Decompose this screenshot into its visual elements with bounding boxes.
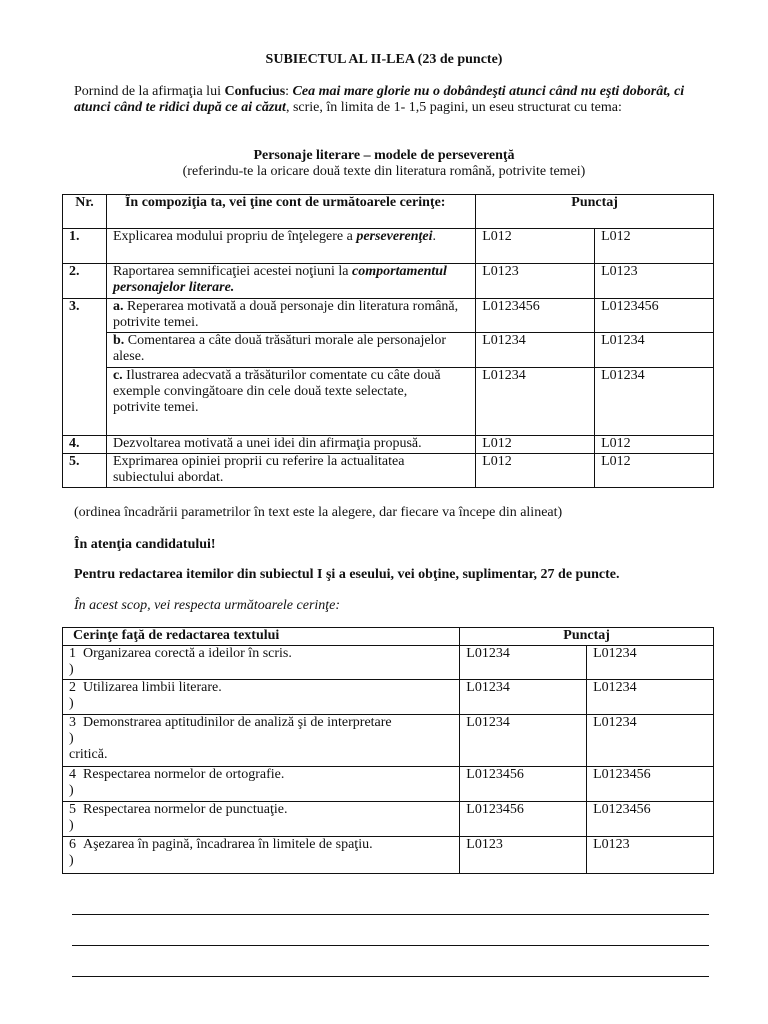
col-requirement-header: În compoziţia ta, vei ţine cont de următoarele cerinţe: (106, 195, 475, 229)
table-row (63, 368, 714, 436)
row-number: 2 (69, 680, 76, 695)
table-row (63, 333, 714, 368)
requirement-text: Ilustrarea adecvată a trăsăturilor comentate cu câte două exemple convingătoare din cele două texte selectate, (112, 368, 441, 399)
subitem-label: b. (112, 333, 125, 348)
row-paren: ) (69, 696, 74, 711)
score-cell: L01234 (587, 646, 714, 680)
table-header-row (63, 195, 714, 229)
row-number: 3 (69, 715, 76, 730)
row-number: 1 (69, 646, 76, 661)
table-row (63, 802, 714, 837)
requirement-emphasis: perseverenţei (356, 229, 433, 244)
score-cell: L012 (476, 229, 595, 264)
essay-requirements-table (62, 194, 714, 488)
row-requirement (63, 802, 460, 837)
row-number: 1. (63, 229, 107, 264)
row-paren: ) (69, 853, 74, 868)
order-note: (ordinea încadrării parametrilor în text este la alegere, dar fiecare va începe din alineat) (74, 505, 563, 520)
row-requirement (63, 680, 460, 715)
table-row (63, 454, 714, 488)
requirement-text: Reperarea motivată a două personaje din literatura română, potrivite temei. (112, 299, 459, 330)
score-cell: L012 (476, 454, 595, 488)
score-cell: L01234 (460, 715, 587, 767)
row-paren: ) (69, 783, 74, 798)
row-requirement (106, 333, 475, 368)
score-cell: L0123 (476, 264, 595, 299)
requirement-text: Raportarea semnificaţiei acestei noţiuni la (112, 264, 353, 279)
answer-line (72, 914, 709, 915)
score-cell: L01234 (476, 368, 595, 436)
requirement-text: Respectarea normelor de punctuaţie. (83, 802, 288, 817)
requirement-tail: . (432, 229, 437, 244)
answer-line (72, 945, 709, 946)
score-cell: L012 (595, 436, 714, 454)
score-cell: L01234 (587, 680, 714, 715)
score-cell: L01234 (595, 368, 714, 436)
intro-quote: Cea mai mare glorie nu o dobândeşti atunci când nu eşti doborât, ci atunci când te ridici după ce ai căzut (74, 84, 685, 115)
table-header-row (63, 628, 714, 646)
score-cell: L0123456 (460, 802, 587, 837)
subitem-label: c. (112, 368, 123, 383)
score-cell: L012 (595, 454, 714, 488)
row-requirement (63, 767, 460, 802)
score-cell: L01234 (587, 715, 714, 767)
table-row (63, 767, 714, 802)
requirement-text: Utilizarea limbii literare. (83, 680, 222, 695)
row-number: 4 (69, 767, 76, 782)
requirement-text: Comentarea a câte două trăsături morale ale personajelor alese. (112, 333, 447, 364)
score-cell: L0123456 (460, 767, 587, 802)
requirement-emphasis: comportamentul personajelor literare. (112, 264, 447, 295)
score-cell: L01234 (460, 646, 587, 680)
score-cell: L0123456 (587, 802, 714, 837)
intro-suffix: , scrie, în limita de 1- 1,5 pagini, un eseu structurat cu tema: (285, 100, 622, 115)
table-row (63, 715, 714, 767)
table-row (63, 229, 714, 264)
row-requirement (106, 299, 475, 333)
requirement-text: Aşezarea în pagină, încadrarea în limitele de spaţiu. (83, 837, 373, 852)
table-row (63, 837, 714, 874)
row-requirement (63, 837, 460, 874)
row-number: 2. (63, 264, 107, 299)
score-cell: L012 (595, 229, 714, 264)
row-paren: ) (69, 662, 74, 677)
answer-line (72, 976, 709, 977)
requirement-text-cont: potrivite temei. (112, 400, 199, 415)
writing-requirements-table (62, 627, 714, 874)
score-cell: L012 (476, 436, 595, 454)
row-number: 5. (63, 454, 107, 488)
requirement-text: Respectarea normelor de ortografie. (83, 767, 285, 782)
col-requirement-header: Cerinţe faţă de redactarea textului (63, 628, 460, 646)
table-row (63, 299, 714, 333)
score-cell: L0123 (595, 264, 714, 299)
requirement-text: Demonstrarea aptitudinilor de analiză şi de interpretare (83, 715, 392, 730)
attention-heading: În atenţia candidatului! (74, 537, 216, 552)
score-cell: L0123 (587, 837, 714, 874)
row-number: 4. (63, 436, 107, 454)
score-cell: L0123 (460, 837, 587, 874)
essay-theme-title: Personaje literare – modele de perseverenţă (253, 148, 515, 163)
score-cell: L0123456 (587, 767, 714, 802)
requirement-text: Explicarea modului propriu de înţelegere a (112, 229, 357, 244)
table-row (63, 680, 714, 715)
col-nr-header: Nr. (63, 195, 107, 229)
score-cell: L0123456 (476, 299, 595, 333)
score-cell: L01234 (476, 333, 595, 368)
row-requirement (63, 646, 460, 680)
page-title: SUBIECTUL AL II-LEA (23 de puncte) (265, 52, 503, 67)
score-cell: L01234 (595, 333, 714, 368)
score-cell: L0123456 (595, 299, 714, 333)
col-score-header: Punctaj (476, 195, 714, 229)
row-paren: ) (69, 818, 74, 833)
intro-prefix: Pornind de la afirmaţia lui (74, 84, 225, 99)
col-score-header: Punctaj (460, 628, 714, 646)
row-requirement (106, 229, 475, 264)
intro-paragraph (74, 84, 704, 116)
table-row (63, 646, 714, 680)
requirements-intro: În acest scop, vei respecta următoarele cerinţe: (74, 598, 341, 613)
intro-author: Confucius (224, 84, 286, 99)
requirement-text-cont: critică. (69, 747, 108, 762)
bonus-note: Pentru redactarea itemilor din subiectul I şi a eseului, vei obţine, suplimentar, 27 de puncte. (74, 567, 620, 582)
row-number: 6 (69, 837, 76, 852)
row-number: 5 (69, 802, 76, 817)
row-number: 3. (63, 299, 107, 436)
table-row (63, 264, 714, 299)
score-cell: L01234 (460, 680, 587, 715)
row-paren: ) (69, 731, 74, 746)
intro-colon: : (285, 84, 293, 99)
subitem-label: a. (112, 299, 124, 314)
table-row (63, 436, 714, 454)
row-requirement (106, 264, 475, 299)
row-requirement (106, 368, 475, 436)
requirement-text: Organizarea corectă a ideilor în scris. (83, 646, 292, 661)
row-requirement: Exprimarea opiniei proprii cu referire la actualitatea subiectului abordat. (106, 454, 475, 488)
essay-theme-note: (referindu-te la oricare două texte din literatura română, potrivite temei) (182, 164, 586, 179)
row-requirement (63, 715, 460, 767)
row-requirement: Dezvoltarea motivată a unei idei din afirmaţia propusă. (106, 436, 475, 454)
